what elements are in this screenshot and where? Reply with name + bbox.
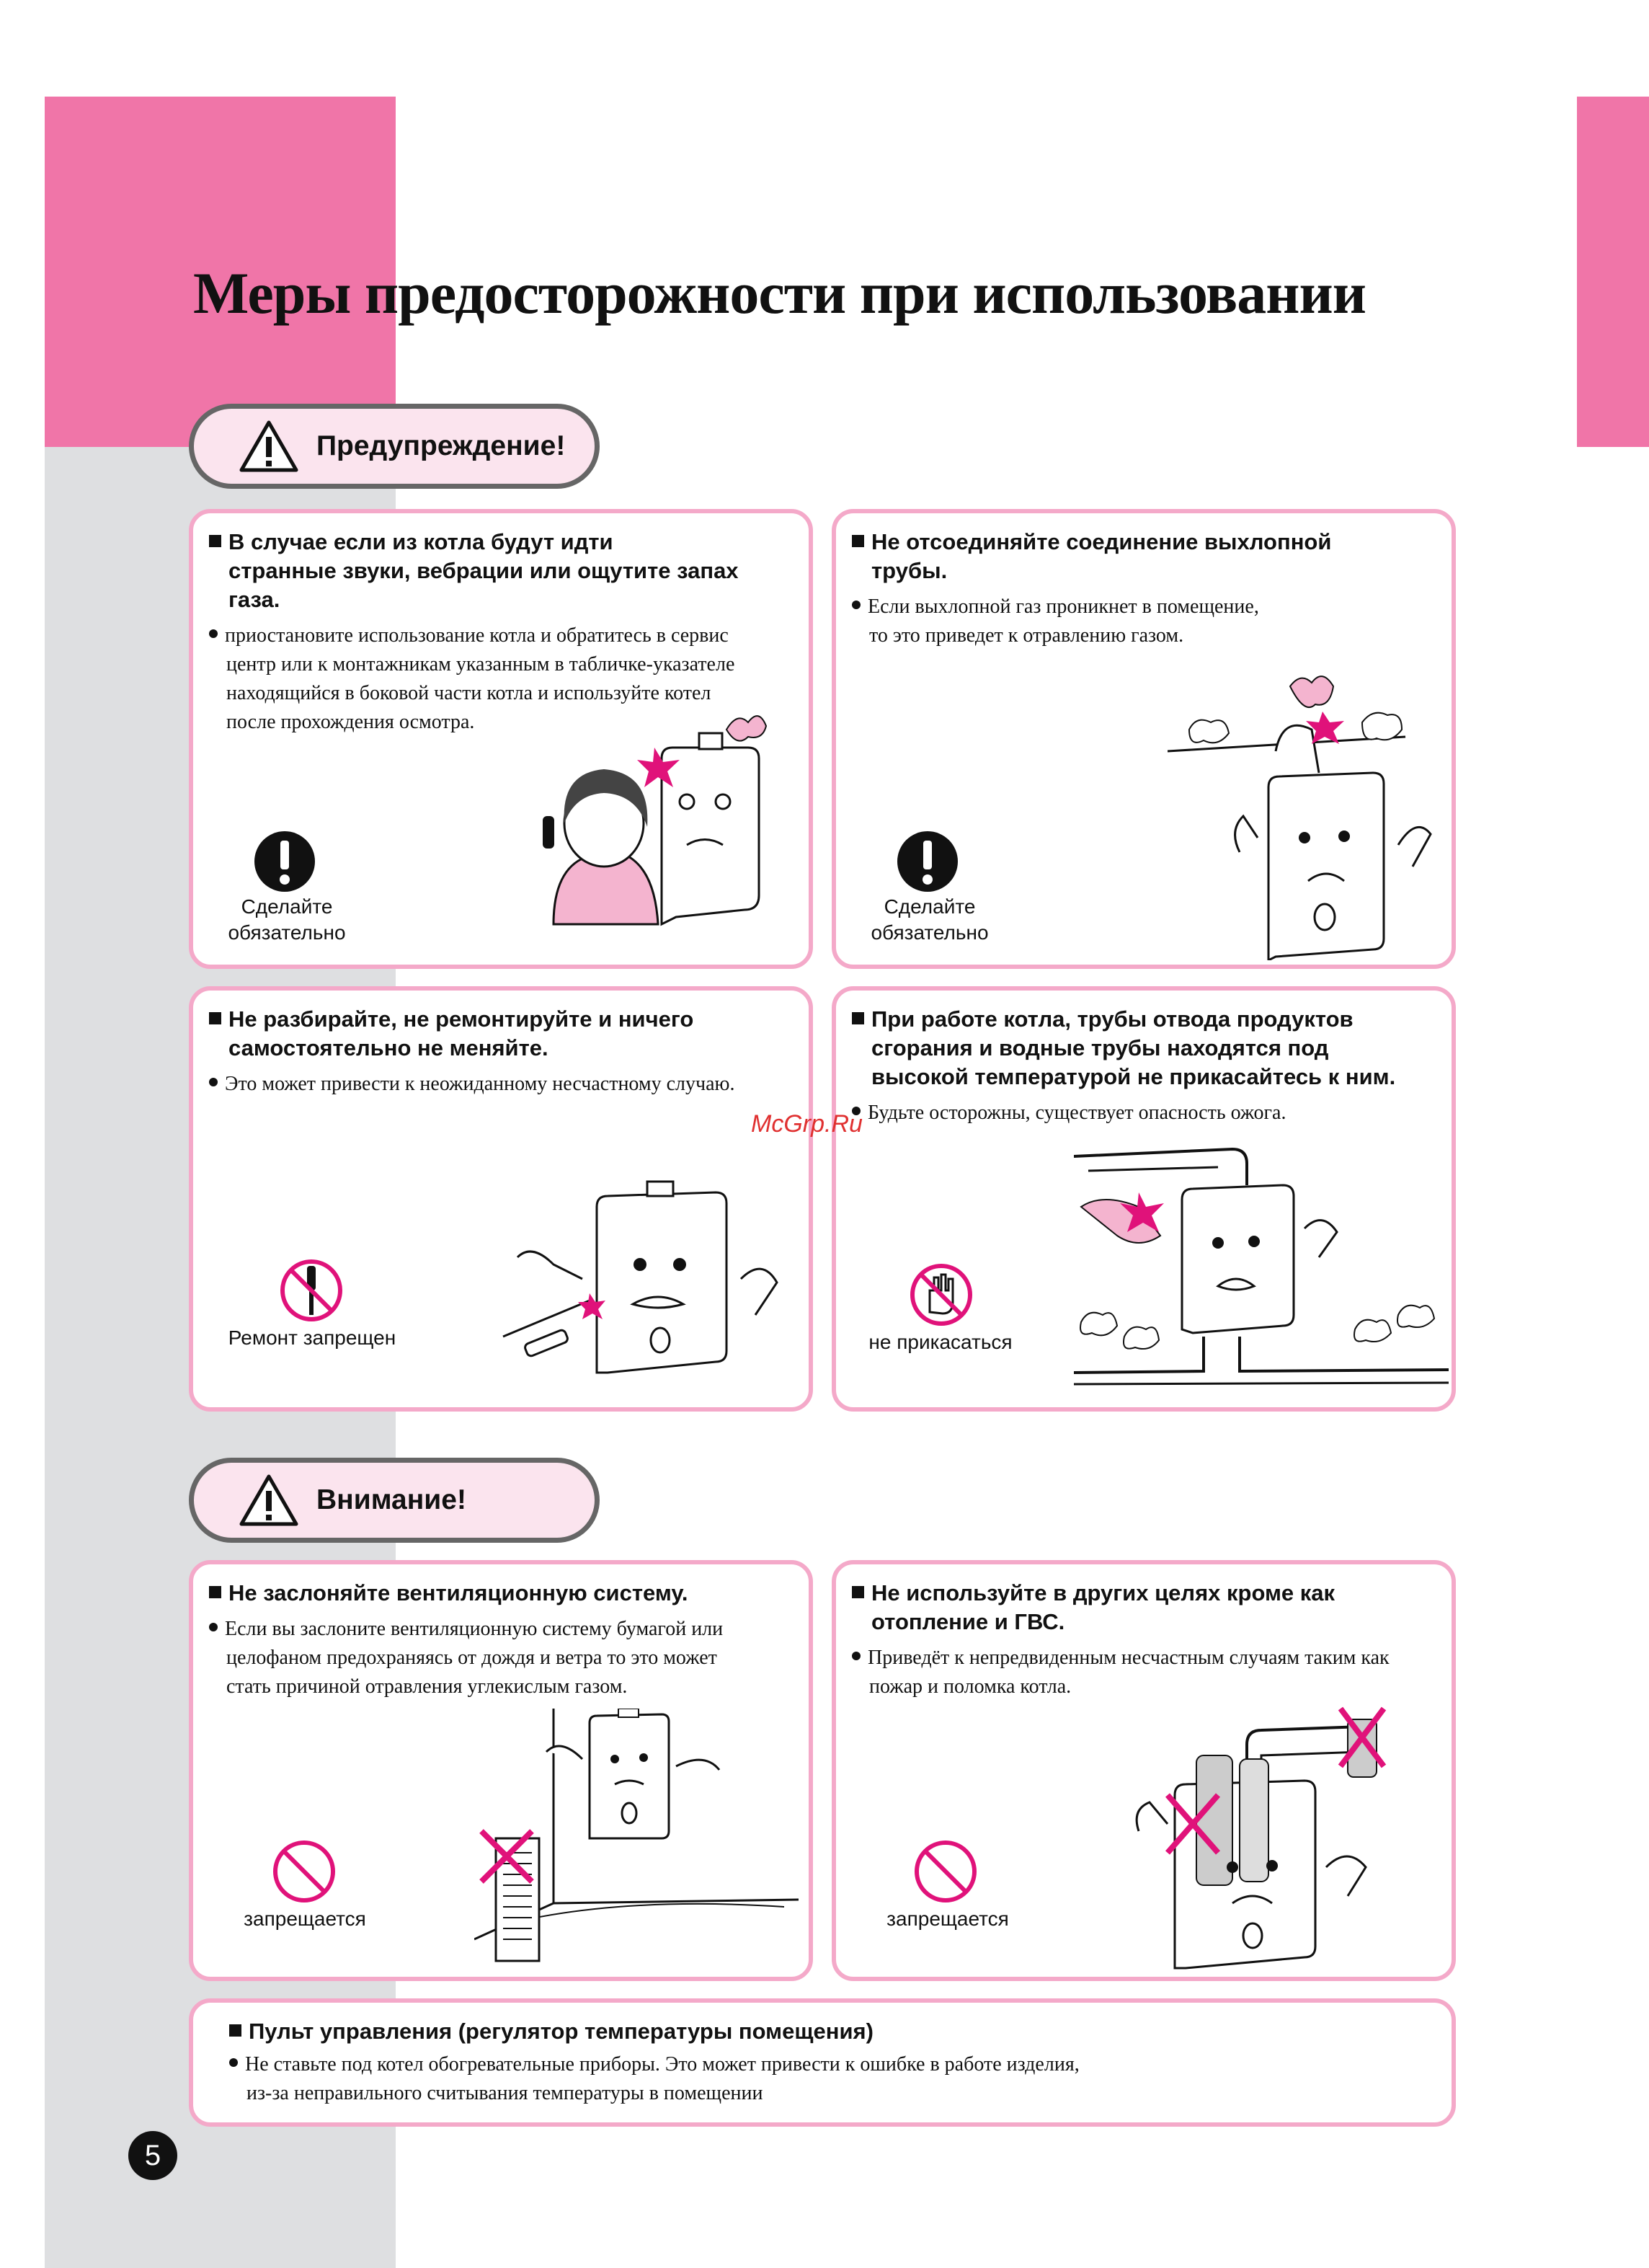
warning-triangle-icon (239, 420, 299, 473)
warning-triangle-icon (239, 1474, 299, 1527)
heading-line: Не используйте в других целях кроме как (871, 1580, 1335, 1605)
card-exhaust-pipe (832, 509, 1456, 969)
watermark: McGrp.Ru (751, 1110, 863, 1138)
prohibited-icon (912, 1838, 979, 1905)
no-touch-label: не прикасаться (868, 1331, 1013, 1353)
card-ventilation (189, 1560, 813, 1981)
card-body (852, 593, 1437, 650)
card-body (209, 1070, 794, 1099)
no-screwdriver-icon (278, 1257, 345, 1324)
boiler-disconnected-pipe-illustration (1168, 672, 1449, 960)
card-other-uses (832, 1560, 1456, 1981)
no-repair-label: Ремонт запрещен (228, 1326, 396, 1349)
boiler-hot-pipes-illustration (1074, 1142, 1449, 1401)
page-title: Меры предосторожности при использовании (193, 260, 1366, 326)
heading-line: В случае если из котла будут идти (228, 529, 613, 554)
no-touch-hand-icon (908, 1262, 974, 1328)
mandatory-action-icon (252, 829, 317, 894)
card-strange-sounds (189, 509, 813, 969)
heading-line: Пульт управления (регулятор температуры помещения) (249, 2019, 874, 2044)
heading-line: сгорания и водные трубы находятся под (871, 1035, 1329, 1060)
woman-calling-boiler-illustration (510, 708, 791, 960)
warning-section-label (189, 404, 600, 489)
prohibited-label: запрещается (886, 1908, 1009, 1930)
heading-line: странные звуки, вебрации или ощутите запах (228, 558, 739, 583)
body-line: то это приведет к отравлению газом. (869, 624, 1184, 647)
caution-section-label (189, 1458, 600, 1543)
page-number: 5 (128, 2131, 177, 2180)
heading-line: Не заслоняйте вентиляционную систему. (228, 1580, 688, 1605)
heading-line: газа. (228, 587, 280, 612)
body-line: после прохождения осмотра. (226, 711, 475, 733)
mandatory-action-icon (895, 829, 960, 894)
boiler-drying-clothes-illustration (1124, 1687, 1427, 1975)
boiler-with-screwdriver-illustration (489, 1156, 799, 1401)
body-line: стать причиной отравления углекислым газом. (226, 1675, 628, 1698)
body-line: Не ставьте под котел обогревательные приборы. Это может привести к ошибке в работе изделия, (245, 2053, 1080, 2076)
caution-label: Внимание! (316, 1484, 466, 1515)
body-line: пожар и поломка котла. (869, 1675, 1072, 1698)
prohibited-icon (271, 1838, 337, 1905)
prohibited-label: запрещается (244, 1908, 366, 1930)
heading-line: высокой температурой не прикасайтесь к ним. (871, 1064, 1396, 1089)
card-body (852, 1099, 1437, 1128)
heading-line: При работе котла, трубы отвода продуктов (871, 1006, 1354, 1032)
card-body (229, 2050, 1437, 2108)
card-heading (209, 1005, 794, 1063)
card-remote-control (189, 1998, 1456, 2127)
body-line: Будьте осторожны, существует опасность ожога. (868, 1102, 1286, 1124)
body-line: Если вы заслоните вентиляционную систему бумагой или (225, 1618, 724, 1640)
card-heading (209, 528, 794, 614)
blocked-vent-illustration (474, 1709, 799, 1975)
heading-line: отопление и ГВС. (871, 1609, 1065, 1634)
body-line: центр или к монтажникам указанным в табличке-указателе (226, 653, 735, 675)
warning-label: Предупреждение! (316, 430, 566, 461)
mandatory-label: Сделайте обязательно (871, 895, 989, 944)
card-hot-pipes (832, 986, 1456, 1412)
heading-line: самостоятельно не меняйте. (228, 1035, 548, 1060)
card-heading (852, 528, 1437, 585)
pink-edge-tab (1577, 97, 1649, 447)
heading-line: трубы. (871, 558, 948, 583)
body-line: приостановите использование котла и обратитесь в сервис (225, 624, 729, 647)
body-line: находящийся в боковой части котла и используйте котел (226, 682, 711, 704)
card-heading (852, 1579, 1437, 1636)
body-line: из-за неправильного считывания температуры в помещении (246, 2082, 763, 2104)
card-heading (209, 1579, 794, 1608)
card-body (209, 1615, 794, 1701)
card-no-repair (189, 986, 813, 1412)
card-heading (229, 2017, 1437, 2046)
body-line: целофаном предохраняясь от дождя и ветра то это может (226, 1647, 717, 1669)
heading-line: Не разбирайте, не ремонтируйте и ничего (228, 1006, 694, 1032)
mandatory-label: Сделайте обязательно (228, 895, 346, 944)
heading-line: Не отсоединяйте соединение выхлопной (871, 529, 1332, 554)
body-line: Это может привести к неожиданному несчастному случаю. (225, 1073, 735, 1095)
card-heading (852, 1005, 1437, 1091)
body-line: Приведёт к непредвиденным несчастным случаям таким как (868, 1647, 1390, 1669)
body-line: Если выхлопной газ проникнет в помещение, (868, 595, 1259, 618)
